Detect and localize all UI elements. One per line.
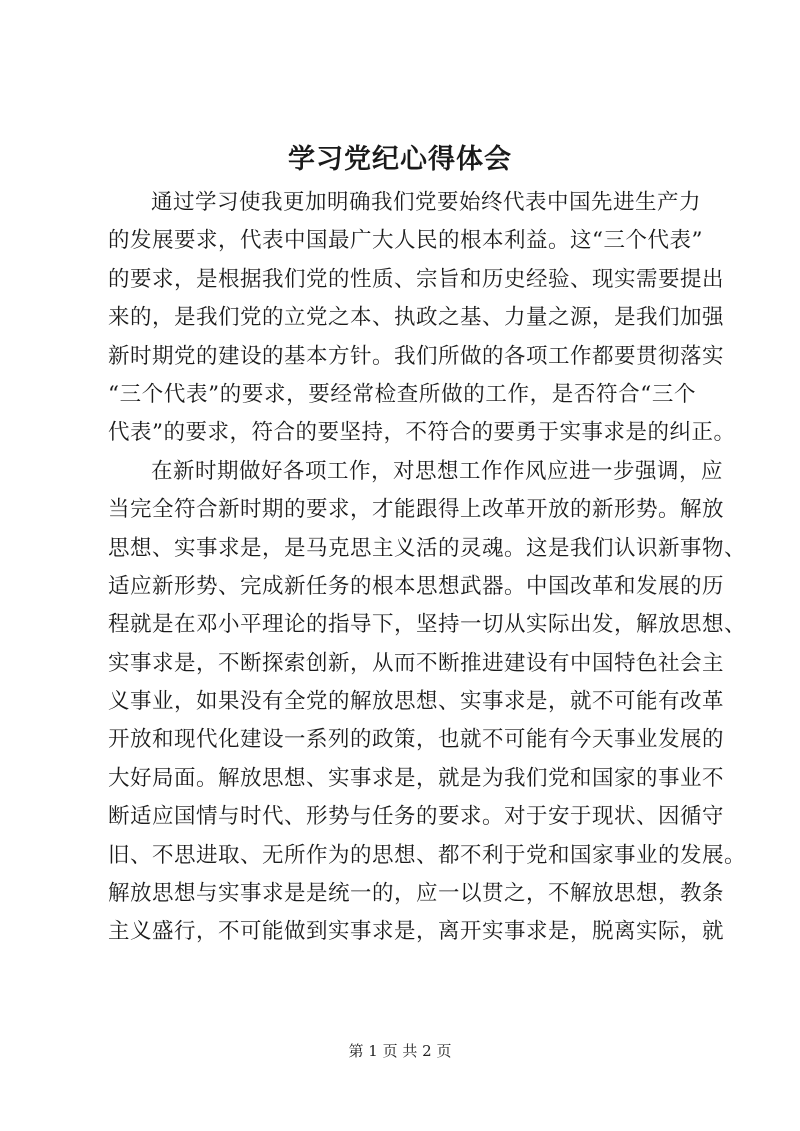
paragraph-1-line: 通过学习使我更加明确我们党要始终代表中国先进生产力	[151, 190, 702, 215]
paragraph-2-line: 断适应国情与时代、形势与任务的要求。对于安于现状、因循守	[108, 804, 725, 830]
paragraph-1-line: 来的，是我们党的立党之本、执政之基、力量之源，是我们加强	[108, 305, 725, 331]
document-body	[108, 184, 747, 952]
paragraph-2-line: 开放和现代化建设一系列的政策，也就不可能有今天事业发展的	[108, 727, 725, 753]
paragraph-1-line: “三个代表”的要求，要经常检查所做的工作，是否符合“三个	[108, 381, 696, 407]
page-footer: 第 1 页 共 2 页	[348, 1042, 452, 1060]
paragraph-1-line: 代表”的要求，符合的要坚持，不符合的要勇于实事求是的纠正。	[108, 420, 736, 446]
paragraph-2-line: 当完全符合新时期的要求，才能跟得上改革开放的新形势。解放	[108, 497, 725, 523]
paragraph-1-line: 的发展要求，代表中国最广大人民的根本利益。这“三个代表”	[108, 228, 703, 254]
paragraph-2-line: 旧、不思进取、无所作为的思想、都不利于党和国家事业的发展。	[108, 842, 747, 868]
paragraph-2-line: 适应新形势、完成新任务的根本思想武器。中国改革和发展的历	[108, 573, 725, 599]
paragraph-2-line: 义事业，如果没有全党的解放思想、实事求是，就不可能有改革	[108, 689, 725, 715]
paragraph-2-line: 在新时期做好各项工作，对思想工作作风应进一步强调，应	[151, 458, 724, 484]
paragraph-2-line: 程就是在邓小平理论的指导下，坚持一切从实际出发，解放思想、	[108, 612, 747, 638]
document-title: 学习党纪心得体会	[288, 144, 512, 175]
paragraph-1-line: 新时期党的建设的基本方针。我们所做的各项工作都要贯彻落实	[108, 343, 725, 369]
paragraph-2-line: 大好局面。解放思想、实事求是，就是为我们党和国家的事业不	[108, 765, 725, 791]
paragraph-2-line: 思想、实事求是，是马克思主义活的灵魂。这是我们认识新事物、	[108, 535, 747, 561]
paragraph-2-line: 主义盛行，不可能做到实事求是，离开实事求是，脱离实际，就	[108, 919, 725, 945]
paragraph-2-line: 解放思想与实事求是是统一的，应一以贯之，不解放思想，教条	[108, 881, 725, 907]
paragraph-2-line: 实事求是，不断探索创新，从而不断推进建设有中国特色社会主	[108, 650, 725, 676]
paragraph-1-line: 的要求，是根据我们党的性质、宗旨和历史经验、现实需要提出	[108, 266, 725, 292]
